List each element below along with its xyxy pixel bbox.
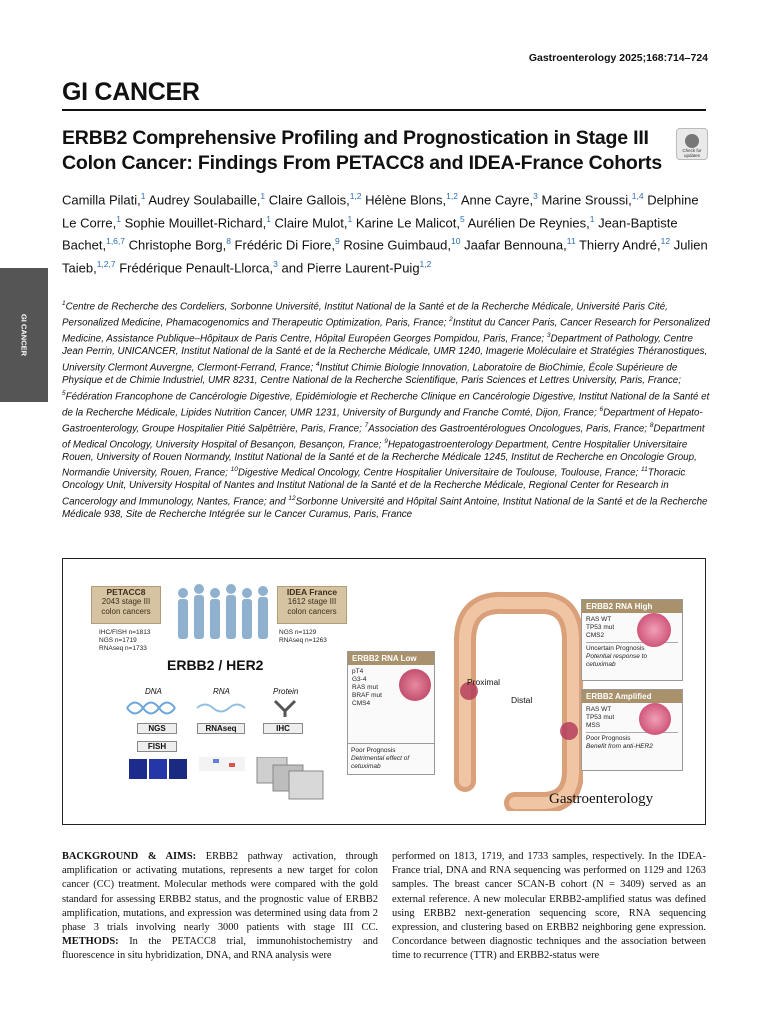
affiliation-text: Association des Gastroentérologues Oncologues, Paris, France;: [368, 422, 650, 434]
affiliation-number: 11: [640, 466, 648, 474]
amplified-l2: TP53 mut: [586, 714, 615, 721]
tumor-cell-high-icon: [637, 613, 671, 647]
affiliation-text: Digestive Medical Oncology, Centre Hospitalier Universitaire de Toulouse, Toulouse, France;: [237, 467, 641, 479]
rna-high-p1: Uncertain Prognosis: [586, 642, 678, 653]
affiliation-number: 8: [649, 421, 654, 429]
author-affiliation-ref[interactable]: 1: [266, 213, 271, 224]
affiliation-text: Department of Pathology, Centre Jean Perrin, UNICANCER, Institut National de la Santé et de la Recherche Médicale, UMR 1240, Imagerie Moléculaire et Stratégies Théranostiques, University Clermont Auvergne, Clermont-Ferrand, France;: [62, 333, 708, 374]
author-name[interactable]: Frédéric Di Fiore,: [234, 237, 335, 253]
rna-high-l1: RAS WT: [586, 616, 612, 623]
amplified-panel: [581, 689, 683, 771]
author-affiliation-ref[interactable]: 12: [660, 236, 671, 247]
rna-low-l2: G3-4: [352, 676, 367, 683]
author-affiliation-ref[interactable]: 1,6,7: [106, 236, 125, 247]
affiliation-text: Institut du Cancer Paris, Cancer Research for Personalized Medicine, Assistance Publique–Hôpitaux de Paris Centre, Hôpital Européen Georges Pompidou, Paris, France;: [62, 317, 710, 345]
amplified-l1: RAS WT: [586, 706, 612, 713]
author-name[interactable]: Marine Sroussi,: [541, 192, 632, 208]
journal-citation: Gastroenterology 2025;168:714–724: [528, 52, 708, 64]
author-name[interactable]: Christophe Borg,: [128, 237, 227, 253]
rna-high-p2: Potential response to: [586, 653, 648, 660]
patient-crowd-illustration: [169, 581, 277, 649]
protein-label: Protein: [273, 687, 299, 696]
rna-low-p3: cetuximab: [351, 763, 381, 770]
petacc8-sub2: colon cancers: [101, 607, 151, 616]
rna-high-l3: CMS2: [586, 632, 605, 639]
author-affiliation-ref[interactable]: 3: [533, 191, 538, 201]
journal-brand: Gastroenterology: [549, 791, 654, 807]
rna-low-p2: Detrimental effect of: [351, 755, 410, 762]
author-name[interactable]: Jaafar Bennouna,: [464, 237, 567, 253]
author-name[interactable]: Audrey Soulabaille,: [148, 192, 261, 208]
rna-low-p1: Poor Prognosis: [351, 747, 396, 754]
author-affiliation-ref[interactable]: 10: [451, 236, 461, 247]
amplified-p2: Benefit from anti-HER2: [586, 743, 653, 750]
petacc8-n3: RNAseq n=1733: [99, 645, 147, 652]
affiliation-number: 10: [230, 466, 238, 474]
author-name[interactable]: Karine Le Malicot,: [355, 214, 460, 230]
author-affiliation-ref[interactable]: 1,2: [446, 191, 458, 201]
amplified-p1: Poor Prognosis: [586, 732, 678, 743]
badge-label: Check for updates: [682, 148, 702, 158]
idea-n1: NGS n=1129: [279, 629, 317, 636]
affiliation-number: 6: [599, 405, 604, 413]
rna-low-l3: RAS mut: [352, 684, 379, 691]
abstract-column-1: [62, 850, 378, 964]
affiliations: [62, 298, 710, 522]
author-affiliation-ref[interactable]: 1,2: [419, 258, 432, 269]
fish-label: FISH: [137, 741, 177, 752]
rna-high-p3: cetuximab: [586, 661, 616, 668]
heading-rule: [62, 109, 706, 111]
idea-sub2: colon cancers: [287, 607, 337, 616]
author-name[interactable]: Claire Gallois,: [268, 192, 350, 208]
amplified-l3: MSS: [586, 722, 601, 729]
author-name[interactable]: Sophie Mouillet-Richard,: [124, 214, 267, 230]
petacc8-n2: NGS n=1719: [99, 637, 137, 644]
abstract-column-2: performed on 1813, 1719, and 1733 samples, respectively. In the IDEA-France trial, DNA and RNA sequencing was performed on 1129 and 1263 samples. The breast cancer SCAN-B cohort (N = 3409) served as an external reference. A new molecular ERBB2-amplified status was defined using ERBB2 next-generation sequencing score, RNA sequencing expression, and clustering based on ERBB2 neighboring gene expression. Concordance between diagnostic techniques and the association between time to recurrence (TTR) and ERBB2-status were: [392, 851, 706, 962]
affiliation-number: 9: [384, 437, 388, 445]
affiliation-text: Department of Hepato-Gastroenterology, Groupe Hospitalier Pitié Salpêtrière, Paris, France;: [62, 406, 703, 434]
idea-n2: RNAseq n=1263: [279, 637, 327, 644]
affiliation-number: 2: [449, 316, 453, 324]
affiliation-text: Centre de Recherche des Cordeliers, Sorbonne Université, Institut National de la Santé et de la Recherche Médicale, Université Paris Cité, Personalized Medicine, Phamacogenomics and Therapeutic Optimization, Paris, France;: [62, 301, 668, 329]
petacc8-sub1: 2043 stage III: [101, 597, 151, 606]
check-for-updates-badge[interactable]: [676, 128, 708, 160]
section-side-tab: [0, 268, 48, 402]
petacc8-n1: IHC/FISH n=1813: [99, 629, 151, 636]
rna-low-l5: CMS4: [352, 700, 371, 707]
author-affiliation-ref[interactable]: 1: [589, 213, 595, 224]
idea-counts: [279, 629, 327, 645]
author-affiliation-ref[interactable]: 1: [260, 191, 266, 201]
affiliation-number: 1: [62, 300, 66, 307]
rnaseq-label: RNAseq: [197, 723, 245, 734]
rna-low-title: ERBB2 RNA Low: [348, 652, 434, 665]
tumor-cell-icon: [399, 669, 431, 701]
affiliation-text: Thoracic Oncology Unit, University Hospital of Nantes and Institut National de la Santé et de la Recherche Médicale, Regional Center for Research in Cancerology and Immunology, Nantes, France; and: [62, 467, 686, 508]
methods-lead: METHODS:: [62, 936, 119, 948]
background-text: ERBB2 pathway activation, through amplification or activating mutations, represents a new target for colon cancer (CC) treatment. Molecular methods were compared with the gold standard for assessing ERBB2 status, and the prognostic value of ERBB2 amplification, mutations, and expression was determined using data from 2 phase 3 trials involving nearly 3000 patients with stage III CC.: [62, 851, 378, 934]
author-affiliation-ref[interactable]: 1: [347, 213, 353, 224]
author-affiliation-ref[interactable]: 9: [334, 236, 340, 247]
author-affiliation-ref[interactable]: 1: [116, 213, 121, 224]
idea-sub1: 1612 stage III: [287, 597, 337, 606]
author-affiliation-ref[interactable]: 1,2: [349, 191, 362, 201]
affiliation-number: 12: [288, 495, 296, 503]
author-name[interactable]: Claire Mulot,: [274, 214, 348, 230]
rna-label: RNA: [213, 687, 230, 696]
affiliation-text: Institut Chimie Biologie Innovation, Laboratoire de BioChimie, École Supérieure de Physique et de Chimie Industriel, UMR 8231, Centre National de la Recherche Scientifique, Paris Sciences et Lettres University, Paris, France;: [62, 362, 681, 386]
affiliation-number: 5: [62, 389, 66, 397]
author-affiliation-ref[interactable]: 1,4: [631, 191, 644, 201]
author-name[interactable]: Anne Cayre,: [460, 192, 534, 208]
section-heading: GI CANCER: [62, 78, 200, 106]
affiliation-text: Fédération Francophone de Cancérologie Digestive, Epidémiologie et Recherche Clinique en Cancérologie Digestive, Institut National de la Santé et de la Recherche Médicale, Lipides Nutrition Cancer, UMR 1231, University of Burgundy and Franche Comté, Dijon, France;: [62, 390, 710, 418]
graphical-abstract: [62, 558, 706, 825]
petacc8-title: PETACC8: [106, 587, 146, 597]
methods-text: In the PETACC8 trial, immunohistochemistry and fluorescence in situ hybridization, DNA, and RNA analysis were: [62, 936, 378, 962]
erbb2-center-label: ERBB2 / HER2: [167, 657, 264, 673]
update-icon: [685, 134, 699, 148]
author-name[interactable]: Rosine Guimbaud,: [343, 237, 451, 253]
author-list: [62, 187, 712, 277]
proximal-label: Proximal: [467, 677, 501, 687]
tumor-cell-amplified-icon: [639, 703, 671, 735]
affiliation-number: 7: [364, 421, 369, 429]
author-affiliation-ref[interactable]: 3: [273, 258, 278, 269]
author-name[interactable]: Aurélien De Reynies,: [467, 214, 590, 230]
author-name[interactable]: Delphine Le Corre,: [62, 192, 699, 230]
side-tab-label: GI CANCER: [19, 313, 29, 357]
affiliation-number: 4: [315, 360, 320, 368]
idea-title: IDEA France: [286, 587, 338, 597]
author-affiliation-ref[interactable]: 1,2,7: [96, 258, 116, 269]
background-lead: BACKGROUND & AIMS:: [62, 851, 197, 862]
rna-low-prognosis: [347, 743, 435, 775]
author-name[interactable]: Thierry André,: [578, 237, 661, 253]
idea-france-box: [277, 586, 347, 624]
author-name[interactable]: and Pierre Laurent-Puig: [281, 259, 420, 275]
author-affiliation-ref[interactable]: 1: [140, 191, 146, 201]
dna-rna-protein-icons: [125, 697, 325, 719]
author-name[interactable]: Jean-Baptiste Bachet,: [62, 214, 678, 253]
affiliation-text: Sorbonne Université and Hôpital Saint Antoine, Institut National de la Santé et de la Recherche Médicale 938, Site de Recherche Intégrée sur le Cancer Curamus, Paris, France: [62, 496, 708, 521]
amplified-title: ERBB2 Amplified: [582, 690, 682, 703]
colon-illustration: [435, 581, 583, 811]
author-name[interactable]: Julien Taieb,: [62, 237, 708, 275]
author-name[interactable]: Camilla Pilati,: [62, 192, 141, 208]
ihc-label: IHC: [263, 723, 303, 734]
author-name[interactable]: Frédérique Penault-Llorca,: [119, 259, 274, 275]
rna-low-l4: BRAF mut: [352, 692, 382, 699]
author-affiliation-ref[interactable]: 8: [226, 236, 231, 247]
petacc8-counts: [99, 629, 150, 653]
article-title: ERBB2 Comprehensive Profiling and Prognostication in Stage III Colon Cancer: Findings From PETACC8 and IDEA-France Cohorts: [62, 127, 662, 174]
distal-label: Distal: [511, 695, 533, 705]
rna-high-l2: TP53 mut: [586, 624, 615, 631]
affiliation-number: 3: [546, 332, 551, 340]
dna-label: DNA: [145, 687, 162, 696]
affiliation-text: Department of Medical Oncology, University Hospital of Besançon, Besançon, France;: [62, 422, 705, 450]
author-affiliation-ref[interactable]: 5: [459, 213, 465, 224]
rna-low-l1: pT4: [352, 668, 364, 675]
assay-images: [129, 757, 339, 801]
author-name[interactable]: Hélène Blons,: [365, 192, 447, 208]
ngs-label: NGS: [137, 723, 177, 734]
author-affiliation-ref[interactable]: 11: [566, 236, 576, 247]
affiliation-text: Hepatogastroenterology Department, Centre Hospitalier Universitaire Rouen, University of Rouen Normandy, Institut National de la Santé et de la Recherche Médicale 1245, Institut de Recherche en Oncologie Group, Normandie University, Rouen, France;: [62, 438, 697, 479]
petacc8-box: [91, 586, 161, 624]
rna-high-title: ERBB2 RNA High: [582, 600, 682, 613]
